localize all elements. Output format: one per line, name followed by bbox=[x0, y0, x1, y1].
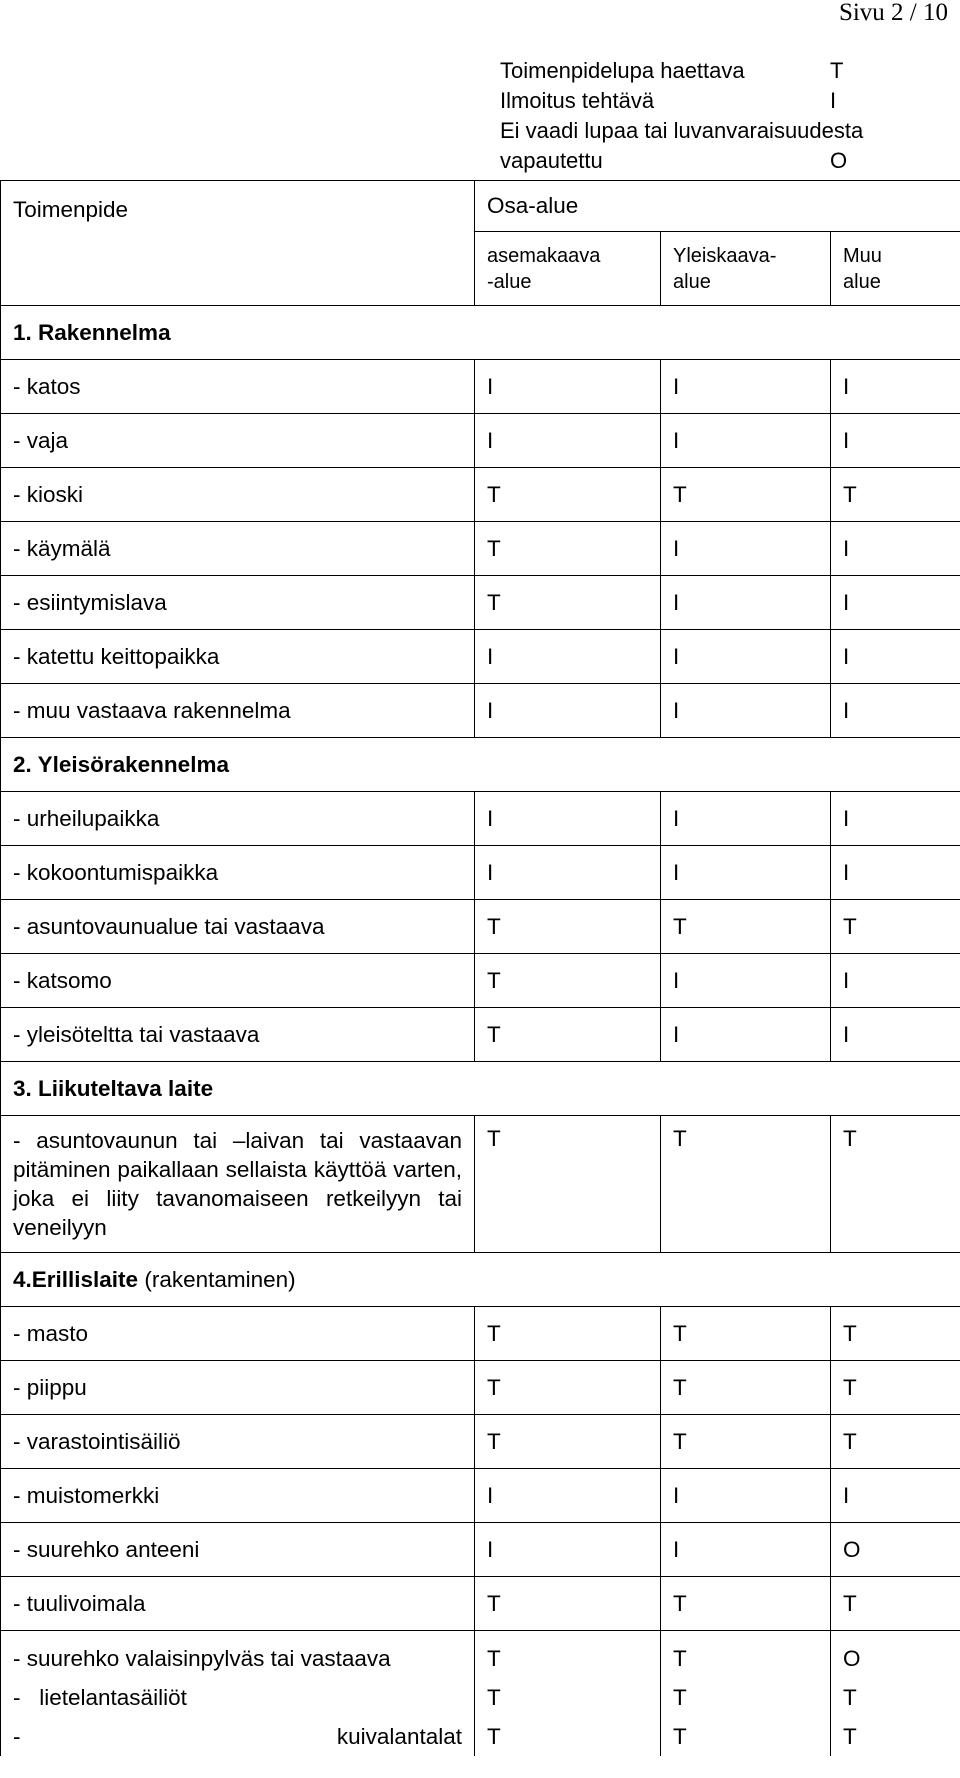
row-name: - asuntovaunualue tai vastaava bbox=[1, 900, 475, 954]
table-row bbox=[1, 792, 960, 846]
row-name: - kioski bbox=[1, 468, 475, 522]
row-code-a: I bbox=[475, 846, 661, 900]
row-name: - suurehko valaisinpylväs tai vastaava bbox=[13, 1646, 391, 1671]
row-code-group-a bbox=[475, 1631, 661, 1757]
header-asemakaava: asemakaava -alue bbox=[475, 232, 661, 306]
row-code-a: I bbox=[475, 630, 661, 684]
row-code-m: I bbox=[831, 630, 960, 684]
row-name: - kuivalantalat bbox=[13, 1724, 462, 1749]
row-code-m: O bbox=[831, 1523, 960, 1577]
table-row bbox=[1, 846, 960, 900]
table-row bbox=[1, 576, 960, 630]
row-code-a: I bbox=[475, 1523, 661, 1577]
legend-code: O bbox=[830, 148, 848, 173]
row-code-y: I bbox=[661, 954, 831, 1008]
table-row bbox=[1, 1577, 960, 1631]
row-code-m: I bbox=[831, 1008, 960, 1062]
table-row bbox=[1, 360, 960, 414]
row-code-y: I bbox=[661, 576, 831, 630]
row-code-m: I bbox=[831, 414, 960, 468]
row-name: - muu vastaava rakennelma bbox=[1, 684, 475, 738]
legend-row bbox=[500, 146, 860, 176]
row-code-a: T bbox=[475, 522, 661, 576]
row-code-m: I bbox=[831, 1469, 960, 1523]
row-code-y: I bbox=[661, 1523, 831, 1577]
row-code-y: I bbox=[661, 522, 831, 576]
row-code-m: I bbox=[831, 846, 960, 900]
row-code-a: T bbox=[475, 900, 661, 954]
legend-label: Toimenpidelupa haettava bbox=[500, 58, 745, 83]
row-code-a: I bbox=[475, 360, 661, 414]
row-name: - asuntovaunun tai –laivan tai vastaavan pitäminen paikallaan sellaista käyttöä varten, joka ei liity tavanomaiseen retkeilyyn tai veneilyyn bbox=[1, 1116, 475, 1253]
row-name: - tuulivoimala bbox=[1, 1577, 475, 1631]
table-row bbox=[1, 1116, 960, 1253]
table-row bbox=[1, 1307, 960, 1361]
row-code: T bbox=[487, 1685, 501, 1710]
row-code-y: I bbox=[661, 360, 831, 414]
header-yleiskaava: Yleiskaava- alue bbox=[661, 232, 831, 306]
row-code-a: T bbox=[475, 1307, 661, 1361]
legend-code: T bbox=[830, 58, 844, 83]
row-code-m: T bbox=[831, 1116, 960, 1253]
row-name-group bbox=[1, 1631, 475, 1757]
header-toimenpide: Toimenpide bbox=[1, 181, 475, 306]
row-code-m: I bbox=[831, 954, 960, 1008]
table-row bbox=[1, 954, 960, 1008]
row-code-group-y bbox=[661, 1631, 831, 1757]
row-code-m: T bbox=[831, 1415, 960, 1469]
row-name: - katsomo bbox=[1, 954, 475, 1008]
row-code-m: T bbox=[831, 900, 960, 954]
legend-row bbox=[500, 56, 860, 86]
table-row bbox=[1, 900, 960, 954]
row-code-m: I bbox=[831, 576, 960, 630]
table-row bbox=[1, 1523, 960, 1577]
row-code-a: T bbox=[475, 468, 661, 522]
section-title: 1. Rakennelma bbox=[1, 306, 960, 360]
row-name: - käymälä bbox=[1, 522, 475, 576]
header-row bbox=[1, 181, 960, 232]
row-code-y: T bbox=[661, 900, 831, 954]
row-code-a: I bbox=[475, 1469, 661, 1523]
row-code-y: T bbox=[661, 1415, 831, 1469]
section-header-row bbox=[1, 1062, 960, 1116]
row-code: T bbox=[673, 1685, 687, 1710]
row-name: - kokoontumispaikka bbox=[1, 846, 475, 900]
row-name: - muistomerkki bbox=[1, 1469, 475, 1523]
row-code-m: T bbox=[831, 1307, 960, 1361]
row-name: - vaja bbox=[1, 414, 475, 468]
row-code-a: I bbox=[475, 414, 661, 468]
row-code-m: T bbox=[831, 468, 960, 522]
section-header-row bbox=[1, 738, 960, 792]
table-row bbox=[1, 684, 960, 738]
legend-row bbox=[500, 116, 864, 146]
legend-code: I bbox=[830, 88, 837, 113]
header-osa-alue: Osa-alue bbox=[475, 181, 960, 232]
row-code-a: I bbox=[475, 792, 661, 846]
row-code-m: I bbox=[831, 522, 960, 576]
row-code-y: I bbox=[661, 630, 831, 684]
row-code-a: T bbox=[475, 1577, 661, 1631]
row-code-m: T bbox=[831, 1577, 960, 1631]
row-code: T bbox=[843, 1685, 857, 1710]
row-code-m: T bbox=[831, 1361, 960, 1415]
legend-label: vapautettu bbox=[500, 148, 603, 173]
section-title: 4.Erillislaite (rakentaminen) bbox=[1, 1253, 960, 1307]
permit-table bbox=[0, 180, 960, 1756]
row-code: T bbox=[673, 1646, 687, 1671]
row-code-y: I bbox=[661, 846, 831, 900]
row-code-y: I bbox=[661, 1008, 831, 1062]
row-code-y: I bbox=[661, 1469, 831, 1523]
row-code-m: I bbox=[831, 360, 960, 414]
legend-label: Ilmoitus tehtävä bbox=[500, 88, 655, 113]
table-row bbox=[1, 522, 960, 576]
section-title: 3. Liikuteltava laite bbox=[1, 1062, 960, 1116]
row-code-y: T bbox=[661, 1361, 831, 1415]
legend bbox=[500, 56, 864, 176]
row-name: - lietelantasäiliöt bbox=[13, 1685, 187, 1710]
row-code-a: I bbox=[475, 684, 661, 738]
section-header-row bbox=[1, 1253, 960, 1307]
row-code-m: I bbox=[831, 792, 960, 846]
row-code-group-m bbox=[831, 1631, 960, 1757]
row-code-a: T bbox=[475, 576, 661, 630]
row-code-a: T bbox=[475, 1415, 661, 1469]
row-name: - katettu keittopaikka bbox=[1, 630, 475, 684]
table-row-group bbox=[1, 1631, 960, 1757]
row-code-y: T bbox=[661, 468, 831, 522]
row-code: T bbox=[843, 1724, 857, 1749]
row-name: - varastointisäiliö bbox=[1, 1415, 475, 1469]
row-code-y: I bbox=[661, 414, 831, 468]
row-code-a: T bbox=[475, 1008, 661, 1062]
row-name: - urheilupaikka bbox=[1, 792, 475, 846]
table-row bbox=[1, 1415, 960, 1469]
table-row bbox=[1, 630, 960, 684]
row-code-y: I bbox=[661, 684, 831, 738]
row-code-y: T bbox=[661, 1116, 831, 1253]
legend-row bbox=[500, 86, 860, 116]
legend-label: Ei vaadi lupaa tai luvanvaraisuudesta bbox=[500, 118, 864, 143]
row-code: T bbox=[487, 1724, 501, 1749]
row-code: O bbox=[843, 1646, 861, 1671]
page-number: Sivu 2 / 10 bbox=[838, 0, 948, 26]
row-code-y: T bbox=[661, 1307, 831, 1361]
row-name: - suurehko anteeni bbox=[1, 1523, 475, 1577]
row-code-a: T bbox=[475, 954, 661, 1008]
table-row bbox=[1, 1361, 960, 1415]
row-name: - katos bbox=[1, 360, 475, 414]
table-row bbox=[1, 1008, 960, 1062]
row-name: - yleisöteltta tai vastaava bbox=[1, 1008, 475, 1062]
table-row bbox=[1, 1469, 960, 1523]
row-name: - esiintymislava bbox=[1, 576, 475, 630]
row-name: - masto bbox=[1, 1307, 475, 1361]
section-header-row bbox=[1, 306, 960, 360]
header-muu: Muu alue bbox=[831, 232, 960, 306]
row-code: T bbox=[487, 1646, 501, 1671]
row-code-y: I bbox=[661, 792, 831, 846]
row-code-y: T bbox=[661, 1577, 831, 1631]
table-row bbox=[1, 468, 960, 522]
row-code-m: I bbox=[831, 684, 960, 738]
row-code-a: T bbox=[475, 1361, 661, 1415]
row-name: - piippu bbox=[1, 1361, 475, 1415]
row-code-a: T bbox=[475, 1116, 661, 1253]
table-row bbox=[1, 414, 960, 468]
row-code: T bbox=[673, 1724, 687, 1749]
section-title: 2. Yleisörakennelma bbox=[1, 738, 960, 792]
